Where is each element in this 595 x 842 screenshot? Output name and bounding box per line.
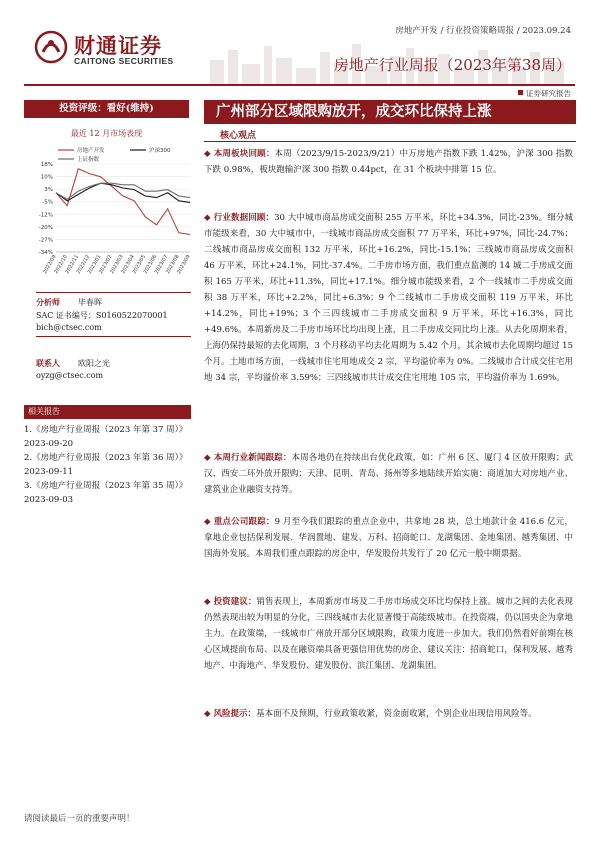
analyst-row (36, 296, 191, 310)
bullet-icon: ◆ (204, 517, 211, 527)
analyst-cert: SAC 证书编号：S0160522070001 (36, 310, 168, 320)
x-tick-label: 2023/07 (153, 254, 170, 275)
report-meta: 房地产开发 / 行业投资策略周报 / 2023.09.24 (395, 26, 571, 36)
x-tick-label: 2023/03 (109, 254, 125, 275)
analyst-label: 分析师 (36, 297, 60, 307)
legend-label: 房地产开发 (77, 148, 105, 154)
related-report-title[interactable]: 1.《房地产行业周报（2023 年第 37 周）》 (24, 425, 188, 435)
y-tick-label: 3% (44, 187, 53, 194)
legend-label: 沪深300 (149, 148, 171, 154)
analyst-email[interactable]: bich@ctsec.com (36, 323, 102, 332)
contact-name: 欧阳之光 (78, 358, 110, 368)
bullet-icon: ◆ (204, 149, 211, 159)
paragraph-company-tracking: ◆ 重点公司跟踪：9 月至今我们跟踪的重点企业中，共拿地 28 块，总土地款计金 416.6 亿元，拿地企业包括保利发展、华润置地、建发、万科、招商蛇口、龙湖集团、金地集团、越秀集团、中国海外发展。本周我们重点跟踪的房企中，华发股份共发行了 20 亿元一般中期票据。 (204, 517, 573, 559)
divider (36, 336, 191, 337)
disclaimer: 请阅读最后一页的重要声明！ (24, 814, 135, 824)
author-block (36, 296, 191, 383)
related-report-title[interactable]: 2.《房地产行业周报（2023 年第 36 周）》 (24, 453, 188, 463)
y-tick-label: 10% (40, 174, 53, 181)
related-reports-list (24, 423, 196, 507)
x-tick-label: 2023/05 (131, 254, 148, 275)
x-tick-label: 2023/02 (97, 254, 114, 275)
analyst-name: 毕春晖 (78, 298, 102, 307)
paragraph-investment-advice: ◆ 投资建议：销售表现上，本周新房市场及二手房市场成交环比均保持上涨。城市之间的去化表现仍然表现出较为明显的分化，三四线城市去化显著慢于高能级城市。在投资端，仍以国央企为拿地主力。在政策端，一线城市广州放开部分区域限购，政策力度进一步加大。我们仍然看好前期在核心区域提前布局、以及在融资端具备更强信用优势的房企，建议关注：招商蛇口，保利发展、越秀地产、中海地产、华发股份、建发股份、滨江集团、龙湖集团。 (204, 597, 573, 671)
y-tick-label: -12% (38, 212, 53, 219)
market-performance-chart (24, 142, 196, 282)
core-view-heading: 核心观点 (220, 131, 257, 141)
contact-label: 联系人 (36, 357, 60, 368)
x-tick-label: 2022/10 (53, 254, 69, 275)
legend-label: 上证指数 (77, 157, 100, 163)
related-report-date: 2023-09-11 (24, 467, 74, 477)
paragraph-sector-review: ◆ 本周板块回顾：本周（2023/9/15-2023/9/21）中万房地产指数下跌 1.42%，沪深 300 指数下跌 0.98%，板块跑输沪深 300 指数 0.44pct，在 31 个板块中排第 15 位。 (204, 149, 573, 175)
x-tick-label: 2022/12 (75, 254, 92, 275)
chart-caption: 最近 12 月市场表现 (70, 129, 143, 138)
core-view-divider (204, 141, 576, 142)
header-divider (24, 84, 575, 86)
contact-email[interactable]: oyzg@ctsec.com (36, 371, 104, 380)
report-type-label: 证券研究报告 (526, 89, 571, 98)
related-report-title[interactable]: 3.《房地产行业周报（2023 年第 35 周）》 (24, 481, 188, 491)
x-tick-label: 2022/09 (42, 254, 58, 275)
paragraph-industry-news: ◆ 本周行业新闻跟踪：本周各地仍在持续出台优化政策，如：广州 6 区、厦门 4 区放开限购；武汉、西安二环外放开限购；天津、昆明、青岛、扬州等多地陆续开始实施：商道加大对房地产业、建筑业企业融资支持等。 (204, 453, 573, 495)
bullet-icon: ◆ (204, 213, 211, 223)
y-tick-label: -27% (38, 237, 53, 244)
headline: 广州部分区域限购放开，成交环比保持上涨 (204, 100, 576, 124)
x-tick-label: 2022/11 (64, 254, 81, 275)
y-tick-label: -34% (38, 250, 53, 256)
paragraph-industry-data: ◆ 行业数据回顾：30 大中城市商品房成交面积 255 万平米，环比+34.3%，同比-23%。细分城市能级来看，30 大中城市中，一线城市商品房成交面积 77 万平米，环比+97%，同比-24.7%；二线城市商品房成交面积 132 万平米，环比+16.2%，同比-15.1%；三线城市商品房成交面积 46 万平米，环比+24.1%，同比-37.4%。二手房市场方面，我们重点监测的 14 城二手房成交面积 165 万平米，环比+11.3%，同比+17.1%。细分城市能级来看，2 个一线城市二手房成交面积 38 万平米，环比+2.2%，同比+6.3%；9 个二线城市二手房成交面积 119 万平米，环比+14.2%，同比+19%；3 个三四线城市二手房成交面积 9 万平米，环比+16.3%，同比+49.6%。本周新房及二手房市场环比均出现上涨，且二手房成交同比均上涨。从去化周期来看，上海仍保持最短的去化周期，3 个月移动平均去化周期为 5.42 个月，其余城市去化周期均超过 15 个月。土地市场方面，一线城市住宅用地成交 2 宗，平均溢价率为 0%。二线城市合计成交住宅用地 34 宗，平均溢价率 3.59%；三四线城市共计成交住宅用地 105 宗，平均溢价率为 1.69%。 (204, 213, 573, 383)
bullet-icon: ◆ (204, 709, 211, 719)
company-logo-icon (34, 30, 68, 64)
x-tick-label: 2023/06 (142, 254, 159, 275)
y-tick-label: -5% (42, 199, 53, 206)
company-name-cn: 财通证券 (74, 34, 162, 58)
investment-rating (24, 100, 189, 118)
bullet-icon: ◆ (204, 453, 211, 463)
related-reports-heading: 相关报告 (24, 405, 191, 419)
related-report-date: 2023-09-20 (24, 439, 74, 449)
paragraph-risk-warning: ◆ 风险提示：基本面不及预期，行业政策收紧，资金面收紧，个别企业出现信用风险等。 (204, 709, 537, 719)
rating-label: 投资评级：看好(维持) (59, 103, 154, 114)
x-tick-label: 2023/09 (176, 254, 192, 275)
y-tick-label: -20% (38, 224, 53, 231)
related-report-date: 2023-09-03 (24, 495, 74, 505)
x-tick-label: 2023/08 (164, 254, 181, 275)
series-line-2 (56, 183, 190, 199)
x-tick-label: 2023/04 (120, 254, 136, 275)
contact-row (36, 357, 191, 371)
square-bullet-icon (518, 90, 523, 95)
company-name-en: CAITONG SECURITIES (74, 56, 174, 66)
bullet-icon: ◆ (204, 597, 211, 607)
x-tick-label: 2023/01 (86, 254, 103, 275)
y-tick-label: 18% (40, 162, 53, 168)
report-title: 房地产行业周报（2023年第38周） (333, 56, 571, 74)
divider (36, 292, 191, 293)
report-type (518, 88, 571, 99)
